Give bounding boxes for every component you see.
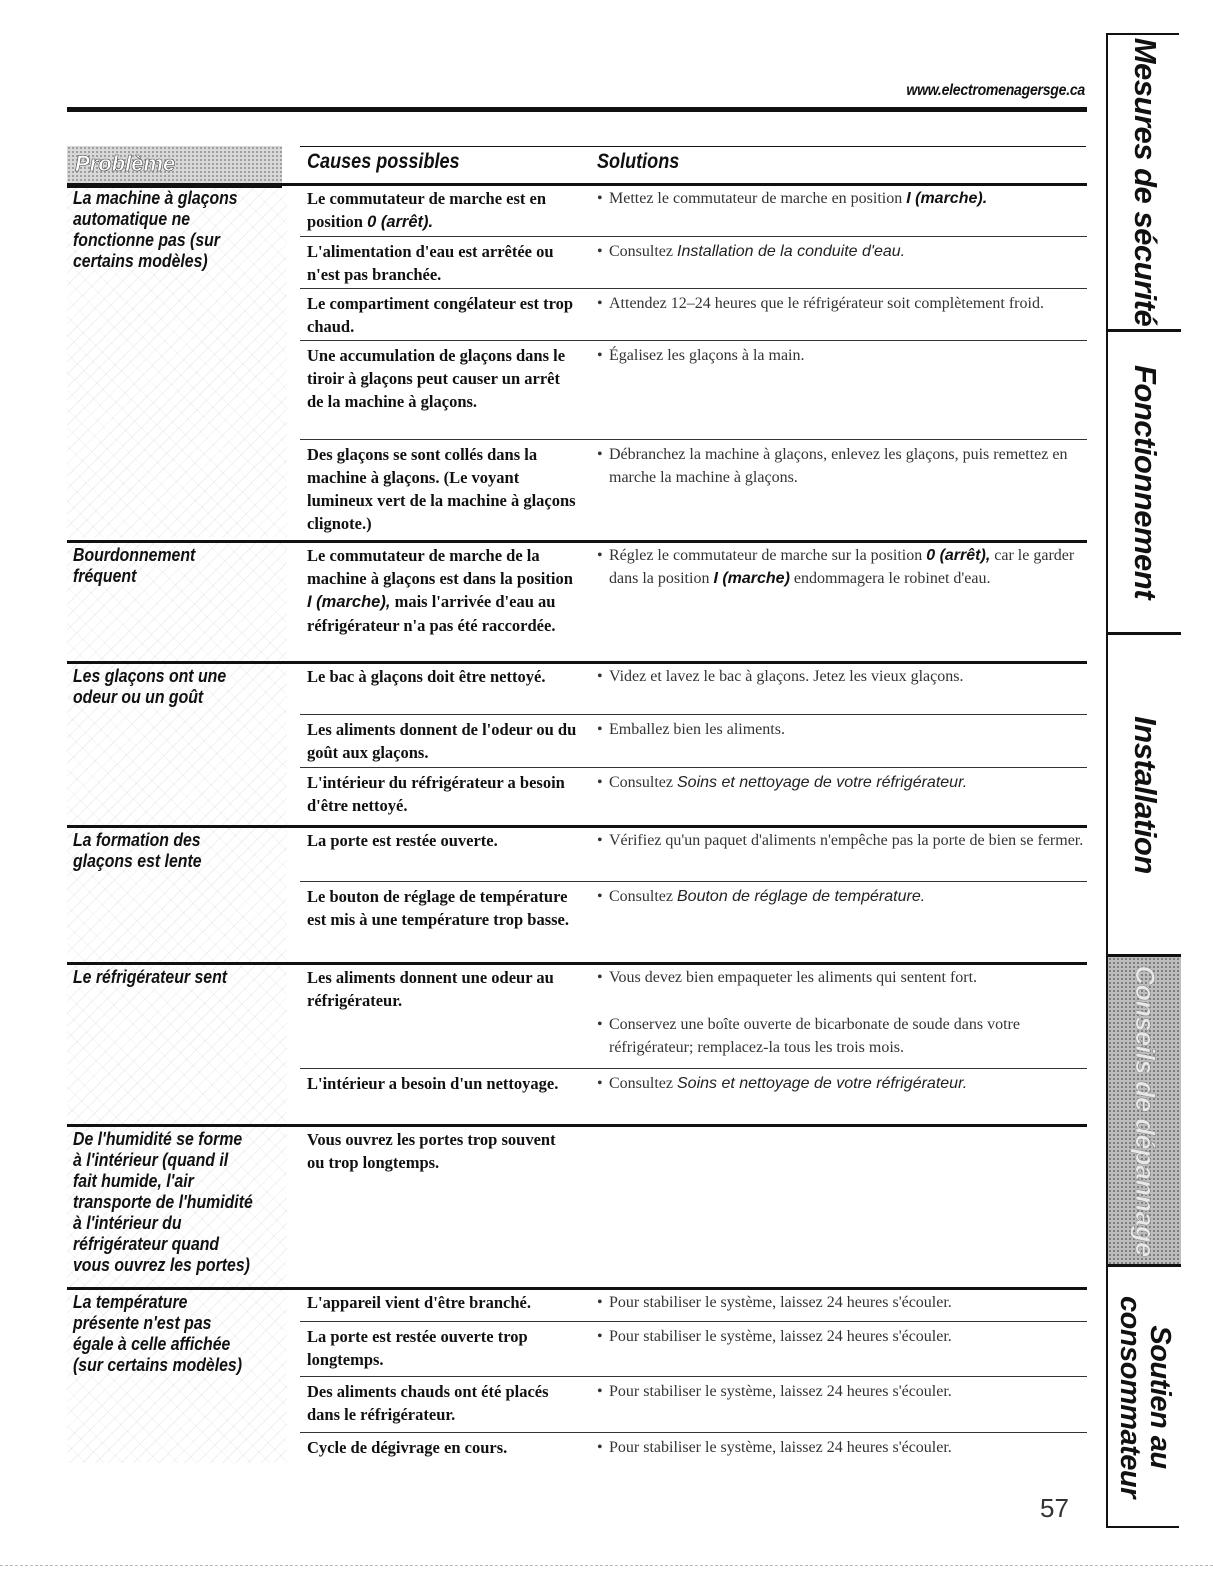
problem-section: [67, 661, 1087, 825]
website-url: www.electromenagersge.ca: [906, 82, 1085, 99]
tab-installation[interactable]: [1108, 635, 1181, 957]
problem-title: La température présente n'est pas égale à celle affichée (sur certains modèles): [73, 1292, 243, 1375]
cause-text: L'intérieur a besoin d'un nettoyage.: [307, 1074, 559, 1093]
table-row: [300, 439, 1087, 538]
solution-text: • Consultez Bouton de réglage de température.: [597, 888, 926, 905]
page-number: 57: [1040, 1493, 1069, 1523]
problem-section: [67, 825, 1087, 962]
column-header-rule: [300, 146, 1086, 147]
solution-text: • Pour stabiliser le système, laissez 24 heures s'écouler.: [597, 1383, 952, 1400]
problem-cell: [67, 661, 287, 825]
tab-label: Fonctionnement: [1127, 364, 1163, 600]
tab-label: Installation: [1127, 715, 1163, 874]
solution-text: • Vérifiez qu'un paquet d'aliments n'empêche pas la porte de bien se fermer.: [597, 832, 1084, 849]
problem-cell: [67, 183, 287, 538]
table-row: [300, 1321, 1087, 1376]
column-header-problem-label: Problème: [75, 151, 176, 176]
cause-text: Des glaçons se sont collés dans la machine à glaçons. (Le voyant lumineux vert de la machine à glaçons clignote.): [307, 445, 576, 533]
column-header-solutions: Solutions: [597, 150, 680, 173]
table-row: [300, 236, 1087, 288]
cause-text: Le commutateur de marche de la machine à glaçons est dans la position I (marche), mais l'arrivée d'eau au réfrigérateur n'a pas été raccordée.: [307, 546, 573, 635]
solution-text: • Pour stabiliser le système, laissez 24 heures s'écouler.: [597, 1328, 952, 1345]
table-row: [300, 1376, 1087, 1432]
problem-cell: [67, 962, 287, 1124]
problem-section: [67, 1124, 1087, 1287]
section-tabs: [1106, 33, 1179, 1528]
solution-text: • Consultez Soins et nettoyage de votre réfrigérateur.: [597, 774, 968, 791]
problem-section: [67, 183, 1087, 538]
tab-label: Soutien au consommateur: [1113, 1295, 1176, 1498]
table-row: [300, 661, 1087, 714]
solution-text: • Consultez Installation de la conduite d'eau.: [597, 243, 906, 260]
solution-text: • Mettez le commutateur de marche en position I (marche).: [597, 190, 988, 207]
solution-text: • Consultez Soins et nettoyage de votre réfrigérateur.: [597, 1075, 968, 1092]
tab-soutien-au-consommateur[interactable]: [1108, 1267, 1181, 1526]
solution-text: • Conservez une boîte ouverte de bicarbonate de soude dans votre réfrigérateur; remplacez-la tous les trois mois.: [597, 1016, 1020, 1056]
problem-cell: [67, 540, 287, 661]
solution-text: • Débranchez la machine à glaçons, enlevez les glaçons, puis remettez en marche la machine à glaçons.: [597, 446, 1068, 486]
table-row: [300, 962, 1087, 1068]
troubleshooting-table: [67, 183, 1087, 1463]
table-row: [300, 1432, 1087, 1463]
header-rule: [67, 107, 1087, 112]
problem-title: De l'humidité se forme à l'intérieur (quand il fait humide, l'air transporte de l'humidité à l'intérieur du réfrigérateur quand vous ouvrez les portes): [73, 1129, 253, 1275]
solution-text: • Réglez le commutateur de marche sur la position 0 (arrêt), car le garder dans la position I (marche) endommagera le robinet d'eau.: [597, 547, 1075, 587]
problem-title: La machine à glaçons automatique ne fonctionne pas (sur certains modèles): [73, 188, 238, 271]
solution-text: • Videz et lavez le bac à glaçons. Jetez les vieux glaçons.: [597, 668, 964, 685]
column-header-problem: [67, 146, 282, 188]
cause-text: Les aliments donnent une odeur au réfrigérateur.: [307, 968, 554, 1010]
cause-text: Des aliments chauds ont été placés dans le réfrigérateur.: [307, 1382, 549, 1424]
solution-text: • Vous devez bien empaqueter les aliments qui sentent fort.: [597, 969, 978, 986]
solution-text: • Pour stabiliser le système, laissez 24 heures s'écouler.: [597, 1439, 952, 1456]
cause-text: Le bac à glaçons doit être nettoyé.: [307, 667, 546, 686]
table-row: [300, 288, 1087, 340]
table-row: [300, 540, 1087, 661]
cause-text: La porte est restée ouverte trop longtemps.: [307, 1327, 528, 1369]
page-edge: [0, 1565, 1213, 1566]
cause-text: L'alimentation d'eau est arrêtée ou n'est pas branchée.: [307, 242, 554, 284]
table-row: [300, 1068, 1087, 1124]
solution-text: • Attendez 12–24 heures que le réfrigérateur soit complètement froid.: [597, 295, 1044, 312]
cause-text: L'intérieur du réfrigérateur a besoin d'être nettoyé.: [307, 773, 565, 815]
cause-text: Le compartiment congélateur est trop chaud.: [307, 294, 574, 336]
problem-title: Les glaçons ont une odeur ou un goût: [73, 666, 227, 707]
problem-title: Bourdonnement fréquent: [73, 545, 196, 586]
problem-section: [67, 1287, 1087, 1463]
cause-text: Le commutateur de marche est en position 0 (arrêt).: [307, 189, 547, 231]
cause-text: Le bouton de réglage de température est mis à une température trop basse.: [307, 887, 569, 929]
cause-text: Cycle de dégivrage en cours.: [307, 1438, 508, 1457]
problem-title: Le réfrigérateur sent: [73, 967, 228, 987]
tab-label: Mesures de sécurité: [1127, 37, 1163, 327]
problem-cell: [67, 825, 287, 962]
tab-fonctionnement[interactable]: [1108, 332, 1181, 635]
problem-cell: [67, 1287, 287, 1463]
problem-cell: [67, 1124, 287, 1287]
cause-text: Les aliments donnent de l'odeur ou du goût aux glaçons.: [307, 720, 577, 762]
cause-text: L'appareil vient d'être branché.: [307, 1293, 531, 1312]
table-row: [300, 767, 1087, 825]
solution-text: • Égalisez les glaçons à la main.: [597, 347, 805, 364]
solution-text: • Pour stabiliser le système, laissez 24 heures s'écouler.: [597, 1294, 952, 1311]
table-row: [300, 1124, 1087, 1287]
cause-text: La porte est restée ouverte.: [307, 831, 498, 850]
column-header-causes: Causes possibles: [307, 150, 460, 173]
tab-mesures-de-securite[interactable]: [1108, 35, 1181, 332]
cause-text: Vous ouvrez les portes trop souvent ou trop longtemps.: [307, 1130, 556, 1172]
problem-section: [67, 962, 1087, 1124]
table-row: [300, 340, 1087, 439]
problem-title: La formation des glaçons est lente: [73, 830, 202, 871]
solution-text: • Emballez bien les aliments.: [597, 721, 785, 738]
table-row: [300, 714, 1087, 767]
tab-conseils-de-depannage[interactable]: [1108, 957, 1181, 1267]
table-row: [300, 183, 1087, 235]
tab-label: Conseils de dépannage: [1129, 964, 1160, 1257]
table-row: [300, 825, 1087, 881]
problem-section: [67, 540, 1087, 661]
table-row: [300, 881, 1087, 962]
table-row: [300, 1287, 1087, 1321]
cause-text: Une accumulation de glaçons dans le tiroir à glaçons peut causer un arrêt de la machine à glaçons.: [307, 346, 566, 411]
